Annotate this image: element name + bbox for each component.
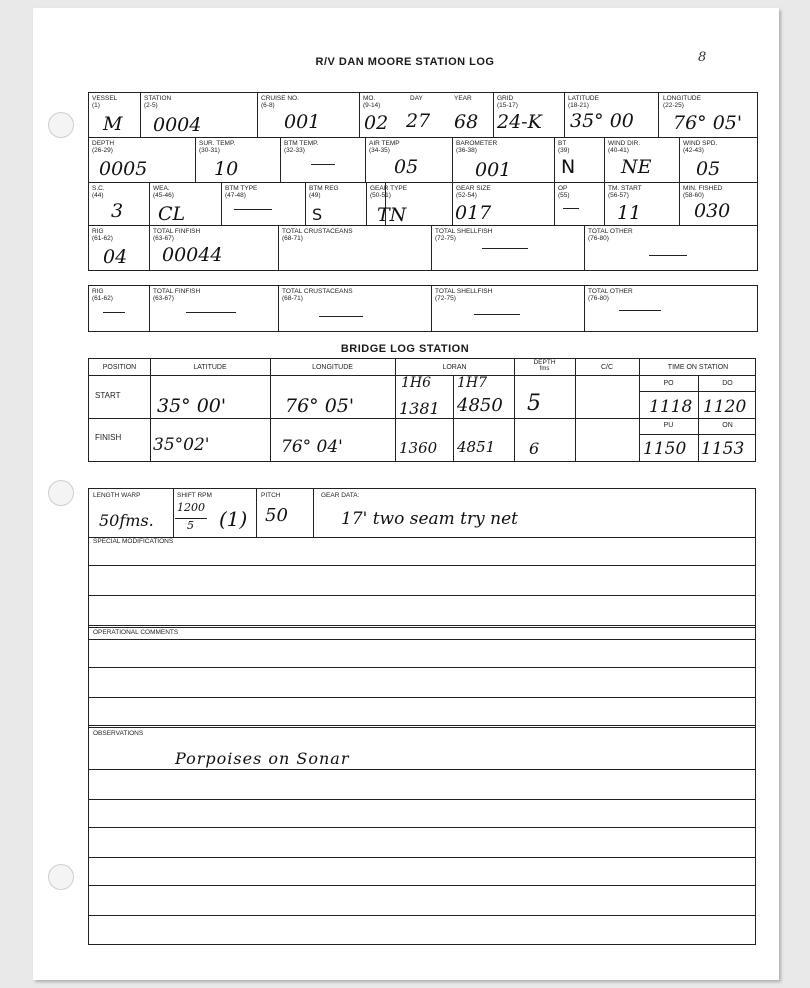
station-value: 0004 bbox=[153, 114, 202, 136]
field-label: TOTAL SHELLFISH (72-75) bbox=[435, 288, 493, 302]
depth-value: 0005 bbox=[99, 158, 148, 180]
gear-data-value: 17' two seam try net bbox=[341, 509, 518, 529]
depth-cell bbox=[89, 138, 196, 183]
field-label: TOTAL CRUSTACEANS (68-71) bbox=[282, 288, 353, 302]
air-temp-cell bbox=[366, 138, 453, 183]
op-cell bbox=[555, 183, 605, 226]
rig-cell bbox=[89, 226, 150, 270]
depth-header: DEPTH bbox=[533, 359, 556, 366]
page-title: R/V DAN MOORE STATION LOG bbox=[315, 56, 495, 68]
time-on-station-header: TIME ON STATION bbox=[667, 364, 729, 371]
field-label: YEAR bbox=[454, 95, 472, 102]
month-value: 02 bbox=[364, 112, 389, 134]
total-shellfish-cell bbox=[432, 226, 585, 270]
other-blank bbox=[649, 255, 687, 256]
finish-label: FINISH bbox=[95, 433, 122, 442]
gear-type-cell bbox=[366, 183, 453, 226]
finish-loran-b: 4851 bbox=[457, 438, 496, 456]
field-label: DEPTH (26-29) bbox=[92, 140, 115, 154]
total-crustaceans-cell-2 bbox=[279, 286, 432, 331]
total-other-cell-2 bbox=[585, 286, 757, 331]
wind-dir-cell bbox=[605, 138, 680, 183]
depth-unit: fms bbox=[539, 366, 550, 372]
btm-reg-value: S bbox=[312, 205, 323, 224]
field-label: GEAR TYPE (50-51) bbox=[370, 185, 408, 199]
finish-depth: 6 bbox=[529, 439, 540, 458]
sc-cell bbox=[89, 183, 150, 226]
longitude-cell bbox=[659, 93, 757, 138]
finish-on: 1153 bbox=[701, 439, 745, 459]
cc-header: C/C bbox=[600, 364, 614, 371]
do-header: DO bbox=[722, 380, 733, 387]
total-crustaceans-cell bbox=[279, 226, 432, 270]
rig-value: 04 bbox=[103, 246, 128, 268]
field-label: MIN. FISHED (58-60) bbox=[683, 185, 723, 199]
field-label: GEAR SIZE (52-54) bbox=[456, 185, 491, 199]
position-header: POSITION bbox=[102, 364, 137, 371]
pitch-label: PITCH bbox=[261, 492, 281, 499]
wea-value: CL bbox=[158, 203, 186, 225]
length-warp-value: 50fms. bbox=[99, 511, 154, 530]
day-value: 27 bbox=[406, 110, 431, 132]
field-label: WIND SPD. (42-43) bbox=[683, 140, 718, 154]
field-label: LONGITUDE (22-25) bbox=[663, 95, 701, 109]
field-label: VESSEL (1) bbox=[92, 95, 118, 109]
observations-value: Porpoises on Sonar bbox=[175, 749, 350, 768]
tm-start-cell bbox=[605, 183, 680, 226]
finish-loran-a: 1360 bbox=[399, 439, 438, 457]
latitude-header: LATITUDE bbox=[193, 364, 227, 371]
shellfish-blank bbox=[482, 248, 528, 249]
start-po: 1118 bbox=[649, 397, 693, 417]
po-header: PO bbox=[663, 380, 674, 387]
gear-data-label: GEAR DATA: bbox=[321, 492, 360, 499]
finish-longitude: 76° 04' bbox=[281, 437, 343, 457]
wind-spd-cell bbox=[680, 138, 757, 183]
bridge-log-title: BRIDGE LOG STATION bbox=[340, 343, 470, 355]
total-finfish-cell bbox=[150, 226, 279, 270]
start-latitude: 35° 00' bbox=[157, 395, 227, 417]
barometer-value: 001 bbox=[475, 159, 512, 181]
sc-value: 3 bbox=[111, 200, 124, 222]
field-label: MO. (9-14) bbox=[363, 95, 381, 109]
gear-size-cell bbox=[453, 183, 555, 226]
binder-hole bbox=[48, 480, 74, 506]
total-shellfish-cell-2 bbox=[432, 286, 585, 331]
wind-spd-value: 05 bbox=[696, 158, 721, 180]
field-label: GRID (15-17) bbox=[497, 95, 518, 109]
grid-cell bbox=[494, 93, 565, 138]
finish-latitude: 35°02' bbox=[153, 435, 210, 455]
field-label: TM. START (56-57) bbox=[608, 185, 642, 199]
length-warp-label: LENGTH WARP bbox=[93, 492, 141, 499]
crustaceans-blank bbox=[319, 316, 363, 317]
vessel-value: M bbox=[103, 113, 123, 135]
field-label: BT (39) bbox=[558, 140, 570, 154]
binder-hole bbox=[48, 112, 74, 138]
other-blank-2 bbox=[619, 310, 661, 311]
latitude-value: 35° 00 bbox=[570, 110, 634, 132]
special-modifications-label: SPECIAL MODIFICATIONS bbox=[93, 538, 174, 545]
field-label: S.C. (44) bbox=[92, 185, 105, 199]
barometer-cell bbox=[453, 138, 555, 183]
rpm-bottom: 5 bbox=[187, 519, 194, 532]
wind-dir-value: NE bbox=[621, 156, 652, 178]
vessel-cell bbox=[89, 93, 141, 138]
loran-col-b: 1H7 bbox=[457, 375, 488, 391]
min-fished-value: 030 bbox=[694, 200, 731, 222]
start-depth: 5 bbox=[527, 391, 541, 416]
field-label: TOTAL OTHER (76-80) bbox=[588, 288, 633, 302]
field-label: OP (55) bbox=[558, 185, 570, 199]
observations-label: OBSERVATIONS bbox=[93, 730, 144, 737]
rig-blank bbox=[103, 312, 125, 313]
date-cell bbox=[360, 93, 494, 138]
field-label: CRUISE NO. (6-8) bbox=[261, 95, 299, 109]
field-label: WEA. (45-46) bbox=[153, 185, 174, 199]
field-label: STATION (2-5) bbox=[144, 95, 172, 109]
tm-start-value: 11 bbox=[617, 202, 642, 224]
gear-size-value: 017 bbox=[455, 202, 492, 224]
rpm-top: 1200 bbox=[177, 501, 205, 514]
start-label: START bbox=[95, 391, 121, 400]
sur-temp-cell bbox=[196, 138, 281, 183]
gear-type-value: TN bbox=[377, 204, 407, 226]
field-label: RIG (61-62) bbox=[92, 288, 113, 302]
rig-cell-2 bbox=[89, 286, 150, 331]
field-label: LATITUDE (18-21) bbox=[568, 95, 599, 109]
finish-pu: 1150 bbox=[643, 439, 687, 459]
finfish-blank bbox=[186, 312, 236, 313]
wea-cell bbox=[150, 183, 222, 226]
btm-type-cell bbox=[222, 183, 306, 226]
field-label: TOTAL SHELLFISH (72-75) bbox=[435, 228, 493, 242]
min-fished-cell bbox=[680, 183, 757, 226]
field-label: DAY bbox=[410, 95, 423, 102]
total-finfish-value: 00044 bbox=[162, 244, 223, 266]
air-temp-value: 05 bbox=[394, 156, 419, 178]
shift-rpm-label: SHIFT RPM bbox=[177, 492, 212, 499]
on-header: ON bbox=[722, 422, 733, 429]
latitude-cell bbox=[565, 93, 659, 138]
start-longitude: 76° 05' bbox=[285, 395, 355, 417]
operational-comments-label: OPERATIONAL COMMENTS bbox=[93, 629, 179, 636]
field-label: SUR. TEMP. (30-31) bbox=[199, 140, 236, 154]
station-header-form bbox=[88, 92, 758, 271]
bt-value: N bbox=[561, 156, 576, 178]
start-loran-a: 1381 bbox=[399, 399, 440, 418]
year-value: 68 bbox=[454, 111, 479, 133]
longitude-header: LONGITUDE bbox=[312, 364, 353, 371]
field-label: BTM TYPE (47-48) bbox=[225, 185, 258, 199]
cruise-no-cell bbox=[258, 93, 360, 138]
shift-value: (1) bbox=[219, 507, 248, 531]
bridge-log-table bbox=[88, 358, 756, 462]
station-cell bbox=[141, 93, 258, 138]
start-loran-b: 4850 bbox=[457, 395, 503, 416]
btm-temp-cell bbox=[281, 138, 366, 183]
longitude-value: 76° 05' bbox=[673, 112, 743, 134]
bt-cell bbox=[555, 138, 605, 183]
field-label: BTM REG (49) bbox=[309, 185, 339, 199]
second-totals-form bbox=[88, 285, 758, 332]
loran-col-a: 1H6 bbox=[401, 375, 432, 391]
field-label: RIG (61-62) bbox=[92, 228, 113, 242]
field-label: TOTAL CRUSTACEANS (68-71) bbox=[282, 228, 353, 242]
pu-header: PU bbox=[663, 422, 674, 429]
field-label: BTM TEMP. (32-33) bbox=[284, 140, 319, 154]
btm-temp-blank bbox=[311, 164, 335, 165]
notes-form bbox=[88, 488, 756, 945]
sur-temp-value: 10 bbox=[214, 158, 239, 180]
field-label: TOTAL OTHER (76-80) bbox=[588, 228, 633, 242]
start-do: 1120 bbox=[703, 397, 747, 417]
pitch-value: 50 bbox=[265, 505, 288, 526]
btm-type-blank bbox=[234, 209, 272, 210]
field-label: WIND DIR. (40-41) bbox=[608, 140, 641, 154]
op-blank bbox=[563, 208, 579, 209]
field-label: TOTAL FINFISH (63-67) bbox=[153, 228, 201, 242]
loran-header: LORAN bbox=[442, 364, 467, 371]
page-number: 8 bbox=[698, 50, 707, 65]
cruise-no-value: 001 bbox=[284, 111, 321, 133]
binder-hole bbox=[48, 864, 74, 890]
grid-value: 24-K bbox=[497, 111, 542, 133]
total-other-cell bbox=[585, 226, 757, 270]
field-label: AIR TEMP (34-35) bbox=[369, 140, 400, 154]
shellfish-blank-2 bbox=[474, 314, 520, 315]
field-label: TOTAL FINFISH (63-67) bbox=[153, 288, 201, 302]
total-finfish-cell-2 bbox=[150, 286, 279, 331]
field-label: BAROMETER (36-38) bbox=[456, 140, 498, 154]
